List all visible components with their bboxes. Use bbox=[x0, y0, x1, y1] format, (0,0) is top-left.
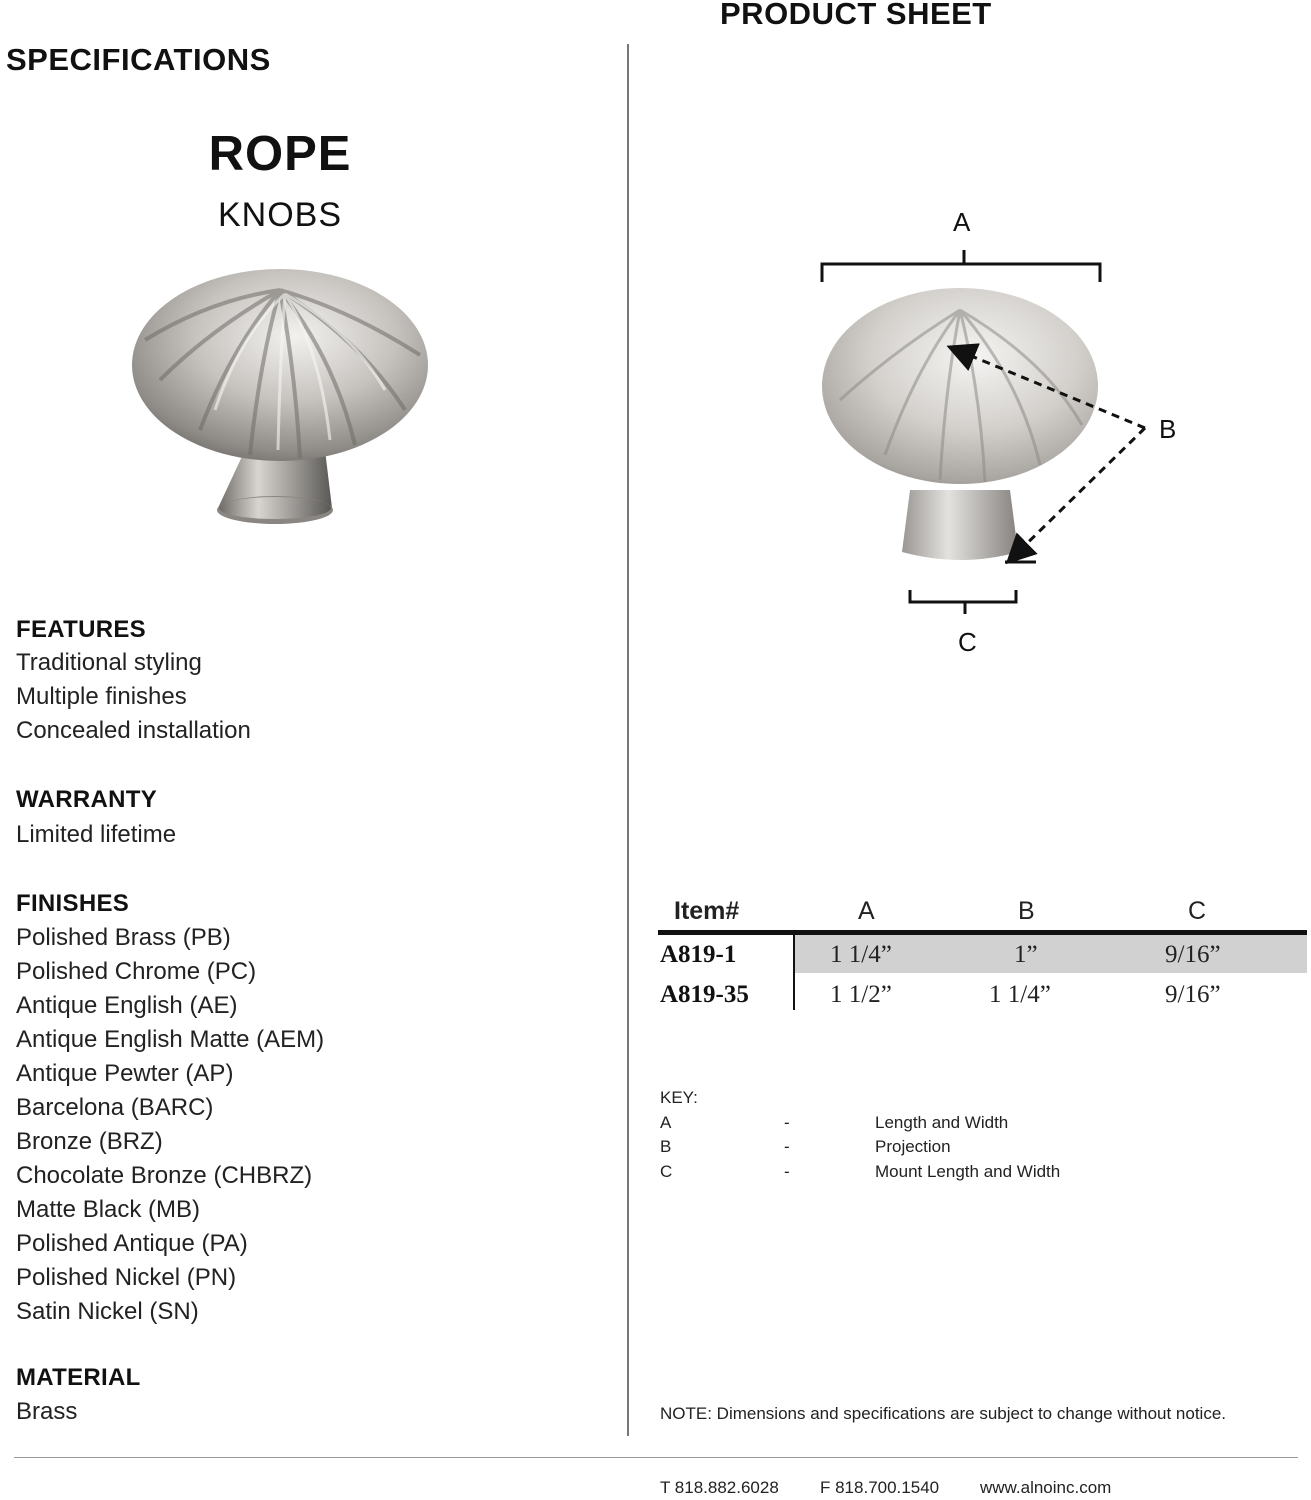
material-heading: MATERIAL bbox=[16, 1364, 141, 1391]
knob-photo bbox=[120, 260, 450, 560]
dimension-label-a: A bbox=[953, 207, 971, 237]
table-row-item: A819-1 bbox=[660, 941, 737, 968]
table-cell: 9/16” bbox=[1165, 981, 1221, 1008]
disclaimer-note: NOTE: Dimensions and specifications are subject to change without notice. bbox=[660, 1404, 1227, 1423]
table-cell: 1 1/4” bbox=[989, 981, 1051, 1008]
table-row-item: A819-35 bbox=[660, 981, 749, 1008]
list-item: Polished Brass (PB) bbox=[16, 924, 231, 951]
list-item: Matte Black (MB) bbox=[16, 1196, 201, 1223]
list-item: Chocolate Bronze (CHBRZ) bbox=[16, 1162, 313, 1189]
list-item: Antique English (AE) bbox=[16, 992, 238, 1019]
table-header-c: C bbox=[1188, 897, 1207, 925]
column-divider bbox=[627, 44, 629, 1436]
product-sheet-heading: PRODUCT SHEET bbox=[720, 0, 992, 31]
footer-fax: F 818.700.1540 bbox=[820, 1478, 940, 1497]
product-type: KNOBS bbox=[217, 196, 343, 234]
material-value: Brass bbox=[16, 1398, 78, 1425]
features-list bbox=[16, 646, 251, 748]
footer-phone: T 818.882.6028 bbox=[660, 1478, 779, 1497]
key-dash: - bbox=[784, 1113, 790, 1132]
table-cell: 1 1/4” bbox=[830, 941, 892, 968]
dimension-diagram bbox=[800, 200, 1200, 660]
footer-divider bbox=[14, 1457, 1298, 1458]
key-heading: KEY: bbox=[660, 1088, 698, 1107]
key-letter: A bbox=[660, 1113, 672, 1132]
list-item: Satin Nickel (SN) bbox=[16, 1298, 199, 1325]
table-cell: 1” bbox=[1014, 941, 1038, 968]
key-dash: - bbox=[784, 1137, 790, 1156]
warranty-value: Limited lifetime bbox=[16, 821, 177, 848]
product-name: ROPE bbox=[208, 127, 352, 181]
list-item: Bronze (BRZ) bbox=[16, 1128, 163, 1155]
table-column-rule bbox=[793, 935, 795, 1010]
features-heading: FEATURES bbox=[16, 616, 146, 643]
finishes-heading: FINISHES bbox=[16, 890, 130, 917]
key-description: Projection bbox=[875, 1137, 951, 1156]
key-letter: C bbox=[660, 1162, 673, 1181]
key-letter: B bbox=[660, 1137, 672, 1156]
list-item: Polished Nickel (PN) bbox=[16, 1264, 237, 1291]
key-description: Length and Width bbox=[875, 1113, 1009, 1132]
list-item: Concealed installation bbox=[16, 717, 251, 744]
specifications-heading: SPECIFICATIONS bbox=[6, 42, 271, 77]
key-description: Mount Length and Width bbox=[875, 1162, 1061, 1181]
footer-website[interactable]: www.alnoinc.com bbox=[980, 1478, 1112, 1497]
list-item: Traditional styling bbox=[16, 649, 202, 676]
finishes-list bbox=[16, 921, 324, 1329]
list-item: Polished Antique (PA) bbox=[16, 1230, 248, 1257]
list-item: Antique Pewter (AP) bbox=[16, 1060, 234, 1087]
list-item: Barcelona (BARC) bbox=[16, 1094, 214, 1121]
dimension-label-b: B bbox=[1159, 414, 1177, 444]
list-item: Multiple finishes bbox=[16, 683, 187, 710]
warranty-heading: WARRANTY bbox=[16, 786, 158, 813]
list-item: Antique English Matte (AEM) bbox=[16, 1026, 325, 1053]
table-header-item: Item# bbox=[674, 897, 740, 925]
key-legend bbox=[660, 1088, 1110, 1188]
key-dash: - bbox=[784, 1162, 790, 1181]
table-header-a: A bbox=[858, 897, 875, 925]
list-item: Polished Chrome (PC) bbox=[16, 958, 257, 985]
table-header-b: B bbox=[1018, 897, 1035, 925]
table-cell: 9/16” bbox=[1165, 941, 1221, 968]
dimension-label-c: C bbox=[958, 627, 977, 657]
table-cell: 1 1/2” bbox=[830, 981, 892, 1008]
dimensions-table bbox=[658, 895, 1307, 1020]
